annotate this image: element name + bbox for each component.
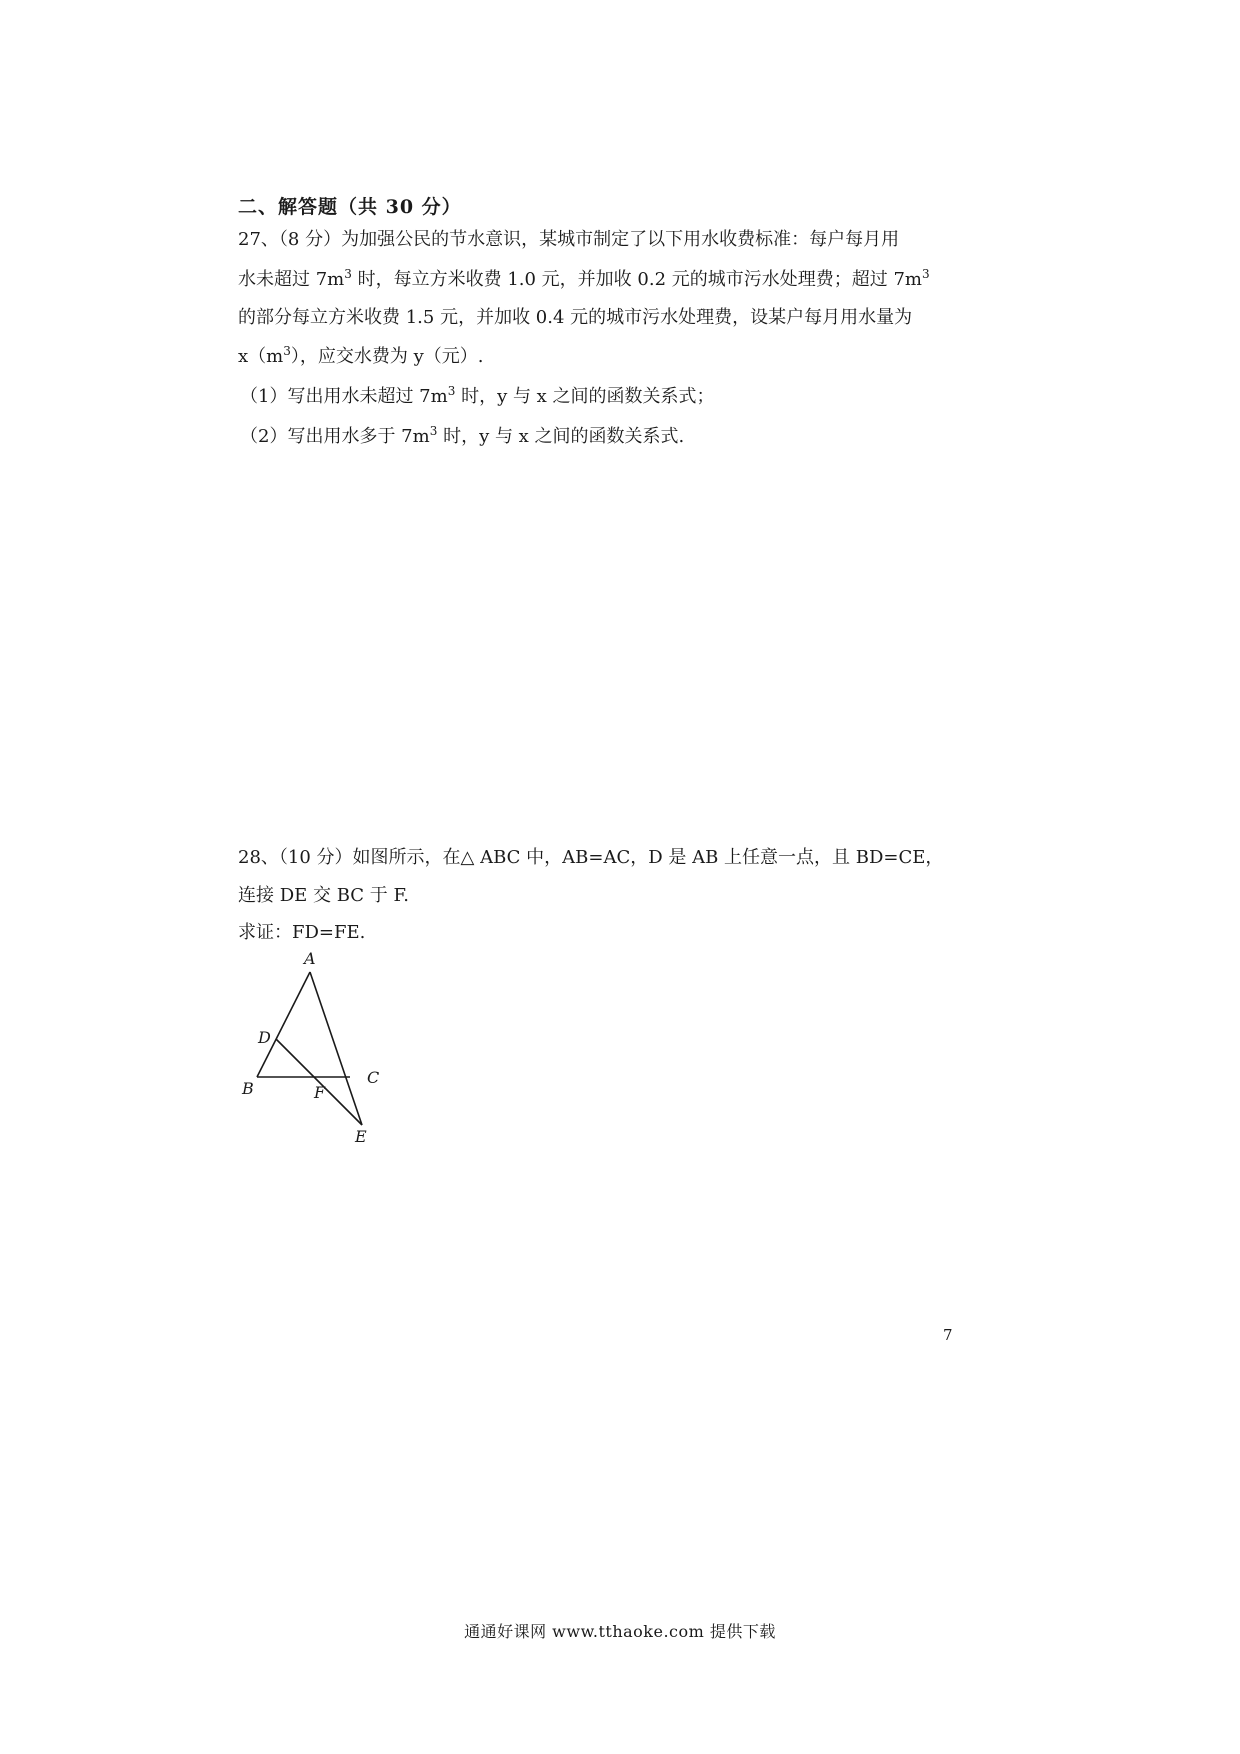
segment-ace bbox=[310, 972, 362, 1125]
q27-line-3: 的部分每立方米收费 1.5 元，并加收 0.4 元的城市污水处理费，设某户每月用水量为 bbox=[238, 307, 913, 328]
q27-line-4 bbox=[238, 345, 484, 369]
segment-ab bbox=[257, 972, 310, 1077]
label-c: C bbox=[367, 1068, 380, 1087]
section-heading: 二、解答题（共 30 分） bbox=[238, 196, 462, 218]
q27-line-4-part-b: ），应交水费为 y（元）. bbox=[290, 346, 484, 367]
q27-line-1: 27、（8 分）为加强公民的节水意识，某城市制定了以下用水收费标准：每户每月用 bbox=[238, 229, 900, 250]
q27-line-4-part-a: x（m bbox=[238, 346, 284, 367]
q27-sub2-superscript: 3 bbox=[429, 424, 438, 438]
q27-line-2 bbox=[238, 268, 930, 292]
q27-line-2-part-b: 时，每立方米收费 1.0 元，并加收 0.2 元的城市污水处理费；超过 7m bbox=[351, 269, 922, 290]
q27-sub-question-2 bbox=[240, 425, 684, 449]
triangle-diagram bbox=[230, 950, 400, 1150]
page-number: 7 bbox=[943, 1326, 953, 1344]
download-footer: 通通好课网 www.tthaoke.com 提供下载 bbox=[464, 1622, 776, 1641]
q27-sub2-part-a: （2）写出用水多于 7m bbox=[240, 426, 430, 447]
label-d: D bbox=[258, 1028, 271, 1047]
label-b: B bbox=[242, 1079, 254, 1098]
label-e: E bbox=[355, 1127, 367, 1146]
label-a: A bbox=[304, 950, 316, 968]
q28-line-1: 28、（10 分）如图所示，在△ ABC 中，AB=AC，D 是 AB 上任意一点，且 BD=CE， bbox=[238, 847, 944, 868]
q27-line-4-superscript: 3 bbox=[283, 344, 291, 358]
q27-sub-question-1 bbox=[240, 385, 715, 409]
q28-line-2: 连接 DE 交 BC 于 F. bbox=[238, 885, 409, 906]
q27-sub1-part-a: （1）写出用水未超过 7m bbox=[240, 386, 448, 407]
segment-de bbox=[276, 1039, 362, 1125]
q27-sub2-part-b: 时，y 与 x 之间的函数关系式. bbox=[437, 426, 685, 447]
q27-line-2-part-a: 水未超过 7m bbox=[238, 269, 345, 290]
triangle-figure bbox=[230, 950, 400, 1150]
q27-sub1-part-b: 时，y 与 x 之间的函数关系式； bbox=[455, 386, 715, 407]
q27-line-2-superscript-2: 3 bbox=[922, 267, 930, 281]
q28-line-3: 求证：FD=FE. bbox=[238, 922, 366, 943]
q27-line-2-superscript: 3 bbox=[344, 267, 352, 281]
q27-sub1-superscript: 3 bbox=[447, 384, 456, 398]
label-f: F bbox=[314, 1083, 326, 1102]
